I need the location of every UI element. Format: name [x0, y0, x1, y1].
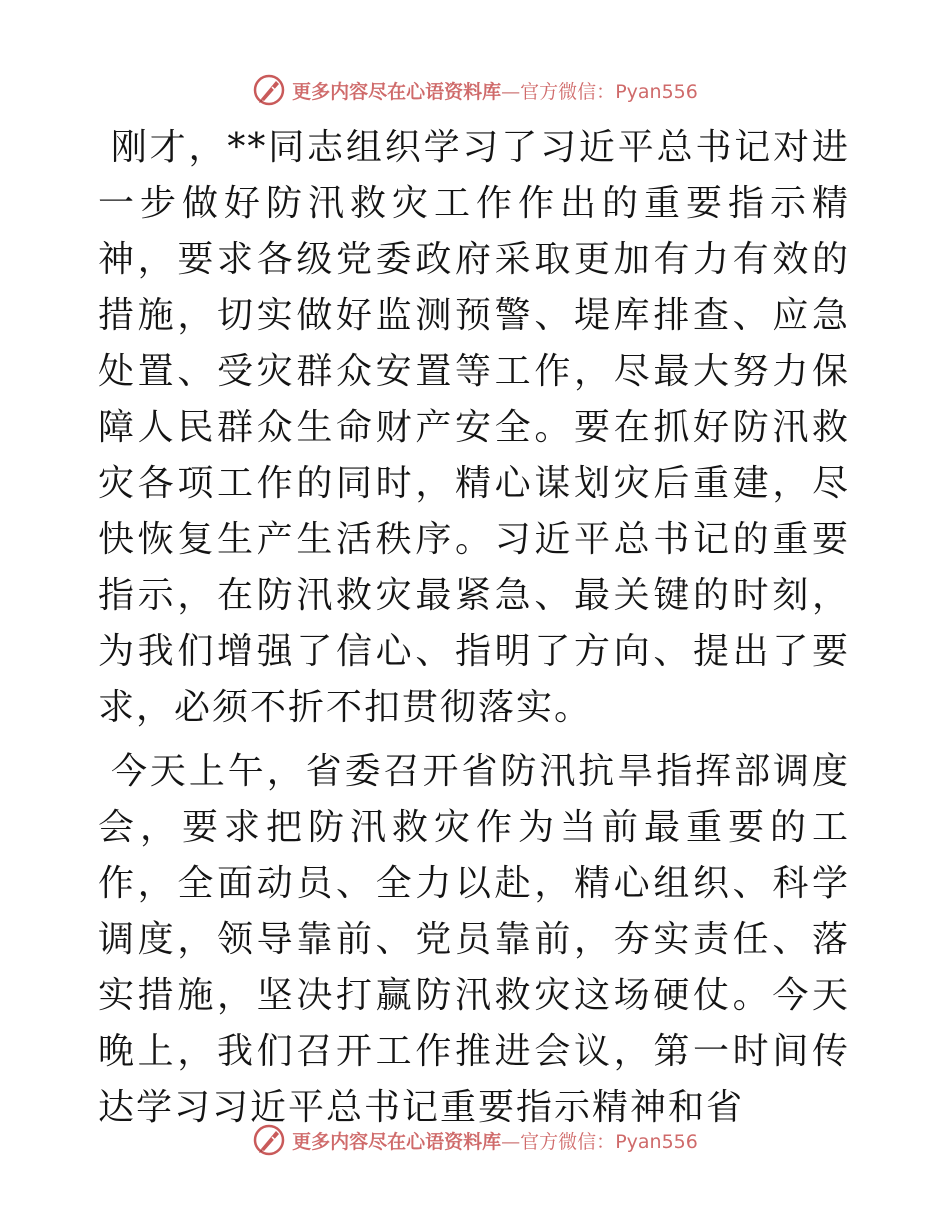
watermark-separator: —	[501, 1130, 521, 1153]
watermark-text	[292, 77, 698, 104]
paragraph-1-text: 刚才，**同志组织学习了习近平总书记对进一步做好防汛救灾工作作出的重要指示精神，要求各级党委政府采取更加有力有效的措施，切实做好监测预警、堤库排查、应急处置、受灾群众安置等工作，尽最大努力保障人民群众生命财产安全。要在抓好防汛救灾各项工作的同时，精心谋划灾后重建，尽快恢复生产生活秩序。习近平总书记的重要指示，在防汛救灾最紧急、最关键的时刻，为我们增强了信心、指明了方向、提出了要求，必须不折不扣贯彻落实。	[98, 127, 850, 728]
watermark-main: 更多内容尽在心语资料库	[292, 80, 502, 103]
quill-pen-logo-icon	[252, 73, 286, 107]
quill-pen-logo-icon	[252, 1123, 286, 1157]
watermark-wechat-id: Pyan556	[615, 80, 698, 103]
footer-watermark	[0, 1120, 950, 1160]
watermark-main: 更多内容尽在心语资料库	[292, 1130, 502, 1153]
watermark-wechat-label: 官方微信：	[520, 80, 616, 103]
document-body	[98, 120, 850, 1136]
paragraph-2	[98, 744, 850, 1136]
watermark-text	[292, 1127, 698, 1154]
watermark-wechat-label: 官方微信：	[520, 1130, 616, 1153]
paragraph-2-text: 今天上午，省委召开省防汛抗旱指挥部调度会，要求把防汛救灾作为当前最重要的工作，全面动员、全力以赴，精心组织、科学调度，领导靠前、党员靠前，夯实责任、落实措施，坚决打赢防汛救灾这场硬仗。今天晚上，我们召开工作推进会议，第一时间传达学习习近平总书记重要指示精神和省	[98, 751, 850, 1128]
header-watermark	[0, 70, 950, 110]
watermark-separator: —	[501, 80, 521, 103]
paragraph-1	[98, 120, 850, 736]
watermark-wechat-id: Pyan556	[615, 1130, 698, 1153]
